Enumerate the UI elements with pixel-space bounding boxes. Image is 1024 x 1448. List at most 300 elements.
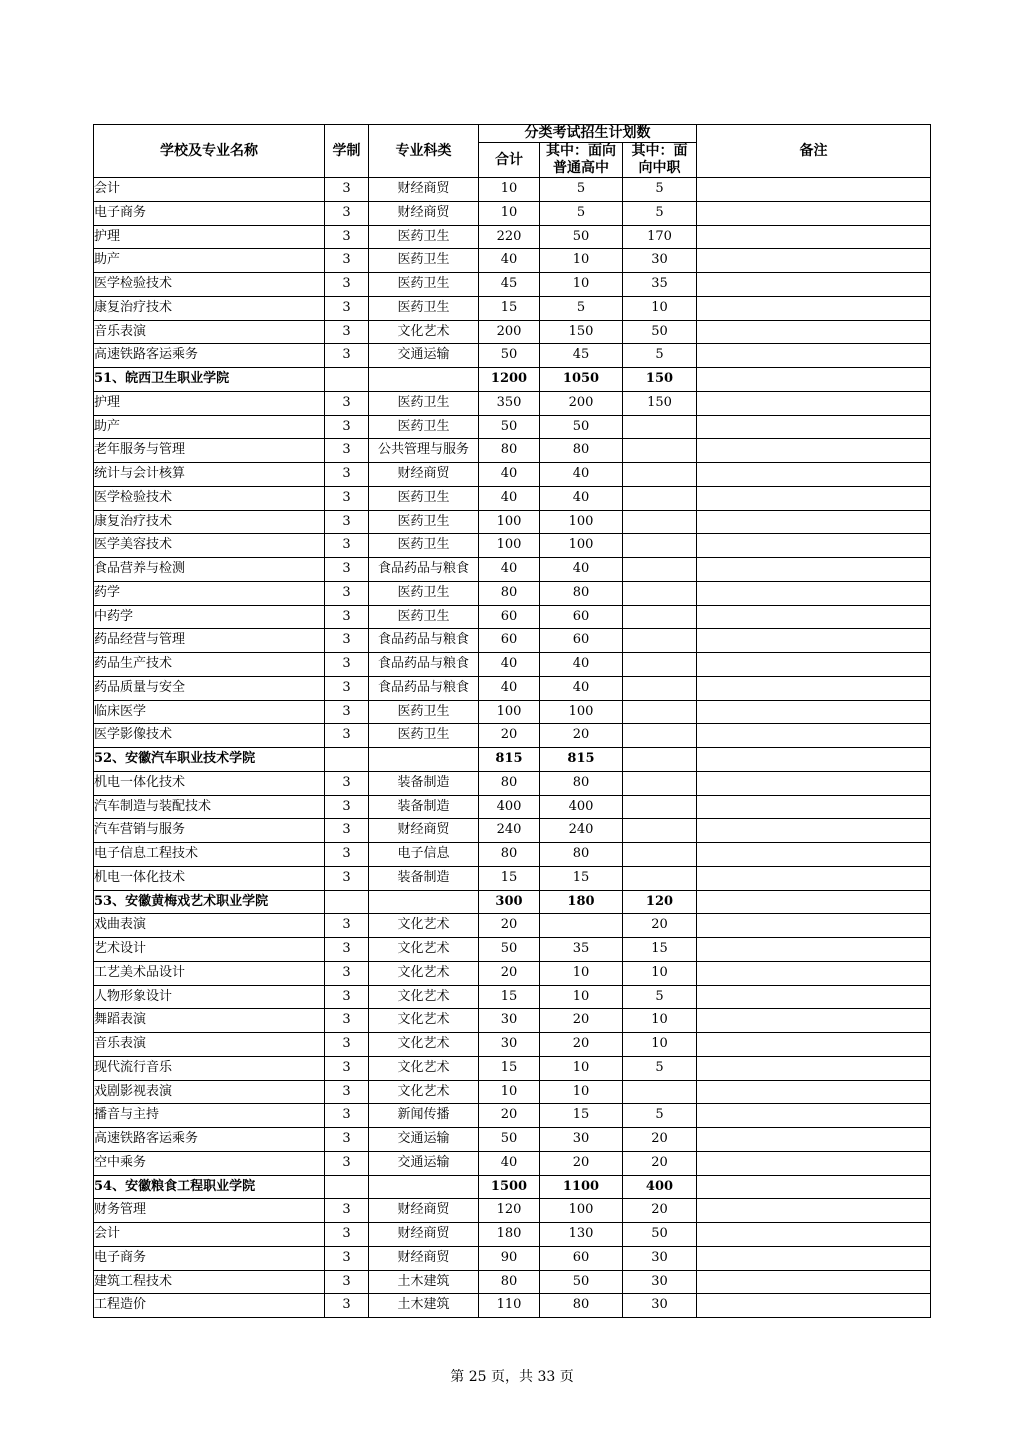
plan-total: 220	[479, 225, 540, 249]
plan-total: 40	[479, 249, 540, 273]
plan-total: 80	[479, 843, 540, 867]
program-name: 空中乘务	[94, 1151, 325, 1175]
program-name: 助产	[94, 415, 325, 439]
plan-general-high: 80	[540, 581, 623, 605]
program-system: 3	[325, 510, 369, 534]
header-category: 专业科类	[369, 125, 479, 178]
plan-vocational: 5	[623, 985, 697, 1009]
school-row	[94, 1175, 931, 1199]
plan-general-high: 400	[540, 795, 623, 819]
program-name: 电子信息工程技术	[94, 843, 325, 867]
plan-vocational	[623, 843, 697, 867]
school-name: 51、皖西卫生职业学院	[94, 368, 325, 392]
table-row	[94, 344, 931, 368]
plan-total: 300	[479, 890, 540, 914]
plan-total: 10	[479, 1080, 540, 1104]
program-name: 戏剧影视表演	[94, 1080, 325, 1104]
remark-cell	[697, 178, 931, 202]
program-name: 工程造价	[94, 1294, 325, 1318]
school-name: 53、安徽黄梅戏艺术职业学院	[94, 890, 325, 914]
plan-vocational: 50	[623, 1223, 697, 1247]
plan-vocational: 20	[623, 1151, 697, 1175]
program-name: 医学检验技术	[94, 273, 325, 297]
table-row	[94, 1080, 931, 1104]
school-name: 54、安徽粮食工程职业学院	[94, 1175, 325, 1199]
plan-general-high: 100	[540, 1199, 623, 1223]
plan-general-high	[540, 914, 623, 938]
program-name: 人物形象设计	[94, 985, 325, 1009]
program-category: 医药卫生	[369, 415, 479, 439]
plan-vocational	[623, 581, 697, 605]
plan-total: 60	[479, 629, 540, 653]
program-name: 播音与主持	[94, 1104, 325, 1128]
plan-vocational	[623, 819, 697, 843]
remark-cell	[697, 890, 931, 914]
table-row	[94, 866, 931, 890]
plan-total: 50	[479, 1128, 540, 1152]
remark-cell	[697, 843, 931, 867]
program-system	[325, 1175, 369, 1199]
remark-cell	[697, 1151, 931, 1175]
plan-vocational	[623, 795, 697, 819]
table-row	[94, 700, 931, 724]
plan-total: 240	[479, 819, 540, 843]
plan-vocational: 5	[623, 201, 697, 225]
program-system: 3	[325, 273, 369, 297]
program-category: 医药卫生	[369, 391, 479, 415]
program-category: 文化艺术	[369, 1080, 479, 1104]
program-name: 现代流行音乐	[94, 1056, 325, 1080]
program-name: 会计	[94, 178, 325, 202]
program-system: 3	[325, 1033, 369, 1057]
program-name: 舞蹈表演	[94, 1009, 325, 1033]
program-name: 汽车制造与装配技术	[94, 795, 325, 819]
program-name: 药品质量与安全	[94, 676, 325, 700]
plan-total: 40	[479, 463, 540, 487]
program-system: 3	[325, 178, 369, 202]
plan-vocational: 20	[623, 1128, 697, 1152]
program-category: 交通运输	[369, 1128, 479, 1152]
table-row	[94, 463, 931, 487]
program-system: 3	[325, 463, 369, 487]
plan-vocational	[623, 724, 697, 748]
program-name: 电子商务	[94, 1246, 325, 1270]
table-row	[94, 1128, 931, 1152]
program-system: 3	[325, 985, 369, 1009]
program-category: 文化艺术	[369, 1009, 479, 1033]
program-name: 戏曲表演	[94, 914, 325, 938]
plan-vocational	[623, 866, 697, 890]
plan-vocational	[623, 629, 697, 653]
remark-cell	[697, 273, 931, 297]
plan-general-high: 240	[540, 819, 623, 843]
plan-total: 15	[479, 985, 540, 1009]
program-system: 3	[325, 486, 369, 510]
plan-vocational: 170	[623, 225, 697, 249]
table-row	[94, 961, 931, 985]
remark-cell	[697, 1033, 931, 1057]
table-row	[94, 724, 931, 748]
plan-general-high: 815	[540, 748, 623, 772]
program-system: 3	[325, 225, 369, 249]
remark-cell	[697, 249, 931, 273]
plan-total: 815	[479, 748, 540, 772]
table-row	[94, 391, 931, 415]
program-name: 老年服务与管理	[94, 439, 325, 463]
remark-cell	[697, 1080, 931, 1104]
plan-total: 40	[479, 486, 540, 510]
program-system: 3	[325, 344, 369, 368]
plan-vocational: 10	[623, 296, 697, 320]
plan-general-high: 180	[540, 890, 623, 914]
program-system: 3	[325, 1056, 369, 1080]
remark-cell	[697, 225, 931, 249]
plan-vocational	[623, 463, 697, 487]
plan-general-high: 30	[540, 1128, 623, 1152]
plan-general-high: 60	[540, 629, 623, 653]
plan-vocational: 20	[623, 914, 697, 938]
plan-total: 10	[479, 201, 540, 225]
program-category: 财经商贸	[369, 463, 479, 487]
program-category: 电子信息	[369, 843, 479, 867]
program-system: 3	[325, 1246, 369, 1270]
page-footer: 第 25 页，共 33 页	[450, 1369, 574, 1385]
program-category: 医药卫生	[369, 605, 479, 629]
plan-total: 80	[479, 771, 540, 795]
program-category: 文化艺术	[369, 1056, 479, 1080]
program-system: 3	[325, 1151, 369, 1175]
program-system: 3	[325, 914, 369, 938]
plan-vocational: 30	[623, 1246, 697, 1270]
program-category: 医药卫生	[369, 486, 479, 510]
plan-general-high: 20	[540, 1009, 623, 1033]
plan-general-high: 10	[540, 985, 623, 1009]
program-name: 康复治疗技术	[94, 296, 325, 320]
plan-general-high: 200	[540, 391, 623, 415]
plan-total: 20	[479, 961, 540, 985]
table-row	[94, 1033, 931, 1057]
table-row	[94, 439, 931, 463]
plan-total: 50	[479, 415, 540, 439]
table-row	[94, 605, 931, 629]
remark-cell	[697, 1246, 931, 1270]
program-system: 3	[325, 534, 369, 558]
program-category: 文化艺术	[369, 985, 479, 1009]
table-row	[94, 178, 931, 202]
plan-general-high: 80	[540, 771, 623, 795]
plan-total: 80	[479, 581, 540, 605]
table-row	[94, 1151, 931, 1175]
plan-general-high: 50	[540, 225, 623, 249]
program-name: 电子商务	[94, 201, 325, 225]
remark-cell	[697, 700, 931, 724]
table-row	[94, 486, 931, 510]
program-name: 高速铁路客运乘务	[94, 344, 325, 368]
program-system: 3	[325, 1080, 369, 1104]
program-system: 3	[325, 819, 369, 843]
plan-vocational: 400	[623, 1175, 697, 1199]
plan-general-high: 10	[540, 1056, 623, 1080]
program-category: 食品药品与粮食	[369, 653, 479, 677]
remark-cell	[697, 605, 931, 629]
program-system: 3	[325, 605, 369, 629]
program-category: 医药卫生	[369, 700, 479, 724]
plan-general-high: 60	[540, 605, 623, 629]
program-category: 医药卫生	[369, 534, 479, 558]
plan-vocational: 120	[623, 890, 697, 914]
plan-total: 40	[479, 1151, 540, 1175]
plan-total: 60	[479, 605, 540, 629]
program-category: 医药卫生	[369, 296, 479, 320]
program-name: 医学美容技术	[94, 534, 325, 558]
program-system: 3	[325, 581, 369, 605]
plan-total: 40	[479, 558, 540, 582]
plan-total: 100	[479, 534, 540, 558]
program-name: 统计与会计核算	[94, 463, 325, 487]
plan-total: 20	[479, 914, 540, 938]
plan-vocational: 30	[623, 249, 697, 273]
table-row	[94, 1056, 931, 1080]
program-name: 药品经营与管理	[94, 629, 325, 653]
program-system: 3	[325, 653, 369, 677]
program-system	[325, 890, 369, 914]
program-category: 土木建筑	[369, 1294, 479, 1318]
plan-total: 30	[479, 1033, 540, 1057]
header-name: 学校及专业名称	[94, 125, 325, 178]
remark-cell	[697, 201, 931, 225]
program-name: 汽车营销与服务	[94, 819, 325, 843]
program-category: 财经商贸	[369, 1223, 479, 1247]
remark-cell	[697, 629, 931, 653]
plan-total: 90	[479, 1246, 540, 1270]
plan-general-high: 100	[540, 510, 623, 534]
school-row	[94, 368, 931, 392]
remark-cell	[697, 296, 931, 320]
program-category: 医药卫生	[369, 510, 479, 534]
plan-vocational	[623, 748, 697, 772]
program-category: 装备制造	[369, 866, 479, 890]
remark-cell	[697, 510, 931, 534]
header-system: 学制	[325, 125, 369, 178]
remark-cell	[697, 368, 931, 392]
plan-general-high: 40	[540, 558, 623, 582]
program-category: 食品药品与粮食	[369, 629, 479, 653]
plan-total: 40	[479, 676, 540, 700]
program-category: 财经商贸	[369, 1246, 479, 1270]
table-row	[94, 676, 931, 700]
plan-total: 15	[479, 1056, 540, 1080]
program-name: 高速铁路客运乘务	[94, 1128, 325, 1152]
program-name: 药学	[94, 581, 325, 605]
program-name: 医学影像技术	[94, 724, 325, 748]
remark-cell	[697, 1199, 931, 1223]
program-system: 3	[325, 961, 369, 985]
table-row	[94, 843, 931, 867]
plan-vocational	[623, 700, 697, 724]
program-name: 财务管理	[94, 1199, 325, 1223]
program-system: 3	[325, 320, 369, 344]
program-category: 文化艺术	[369, 1033, 479, 1057]
plan-vocational	[623, 558, 697, 582]
plan-total: 110	[479, 1294, 540, 1318]
plan-total: 200	[479, 320, 540, 344]
table-row	[94, 985, 931, 1009]
program-system: 3	[325, 724, 369, 748]
table-row	[94, 819, 931, 843]
plan-general-high: 40	[540, 653, 623, 677]
program-system: 3	[325, 439, 369, 463]
program-category: 医药卫生	[369, 249, 479, 273]
plan-vocational: 10	[623, 961, 697, 985]
plan-general-high: 15	[540, 1104, 623, 1128]
plan-general-high: 1050	[540, 368, 623, 392]
table-row	[94, 1246, 931, 1270]
program-name: 机电一体化技术	[94, 866, 325, 890]
plan-vocational: 50	[623, 320, 697, 344]
program-category: 医药卫生	[369, 581, 479, 605]
plan-total: 15	[479, 296, 540, 320]
plan-vocational	[623, 486, 697, 510]
program-name: 艺术设计	[94, 938, 325, 962]
plan-general-high: 100	[540, 534, 623, 558]
plan-general-high: 50	[540, 415, 623, 439]
plan-vocational	[623, 439, 697, 463]
header-plan-group: 分类考试招生计划数	[479, 125, 697, 143]
plan-general-high: 5	[540, 178, 623, 202]
program-system: 3	[325, 843, 369, 867]
plan-total: 30	[479, 1009, 540, 1033]
program-system: 3	[325, 676, 369, 700]
plan-general-high: 40	[540, 676, 623, 700]
program-name: 中药学	[94, 605, 325, 629]
plan-total: 80	[479, 1270, 540, 1294]
remark-cell	[697, 463, 931, 487]
program-name: 药品生产技术	[94, 653, 325, 677]
table-row	[94, 914, 931, 938]
plan-general-high: 40	[540, 486, 623, 510]
program-category: 交通运输	[369, 1151, 479, 1175]
program-system: 3	[325, 1009, 369, 1033]
program-name: 护理	[94, 391, 325, 415]
plan-general-high: 1100	[540, 1175, 623, 1199]
program-system	[325, 368, 369, 392]
remark-cell	[697, 795, 931, 819]
remark-cell	[697, 748, 931, 772]
plan-general-high: 10	[540, 273, 623, 297]
remark-cell	[697, 914, 931, 938]
table-body	[94, 178, 931, 1318]
plan-general-high: 15	[540, 866, 623, 890]
plan-general-high: 80	[540, 1294, 623, 1318]
plan-general-high: 50	[540, 1270, 623, 1294]
plan-general-high: 10	[540, 249, 623, 273]
program-category: 食品药品与粮食	[369, 558, 479, 582]
remark-cell	[697, 819, 931, 843]
table-row	[94, 1294, 931, 1318]
remark-cell	[697, 1104, 931, 1128]
remark-cell	[697, 676, 931, 700]
plan-vocational: 5	[623, 1104, 697, 1128]
program-name: 工艺美术品设计	[94, 961, 325, 985]
program-name: 音乐表演	[94, 1033, 325, 1057]
program-category: 文化艺术	[369, 961, 479, 985]
table-row	[94, 1199, 931, 1223]
program-system: 3	[325, 700, 369, 724]
program-system: 3	[325, 938, 369, 962]
plan-total: 120	[479, 1199, 540, 1223]
plan-vocational: 30	[623, 1270, 697, 1294]
remark-cell	[697, 1056, 931, 1080]
header-vocational: 其中：面向中职	[623, 143, 697, 178]
remark-cell	[697, 1128, 931, 1152]
plan-general-high: 150	[540, 320, 623, 344]
school-name: 52、安徽汽车职业技术学院	[94, 748, 325, 772]
plan-general-high: 20	[540, 724, 623, 748]
program-category	[369, 1175, 479, 1199]
table-row	[94, 534, 931, 558]
plan-vocational	[623, 676, 697, 700]
plan-general-high: 20	[540, 1151, 623, 1175]
table-row	[94, 938, 931, 962]
table-header	[94, 125, 931, 178]
remark-cell	[697, 1009, 931, 1033]
plan-vocational	[623, 653, 697, 677]
plan-total: 45	[479, 273, 540, 297]
program-category: 文化艺术	[369, 914, 479, 938]
program-category: 医药卫生	[369, 273, 479, 297]
table-row	[94, 225, 931, 249]
program-system: 3	[325, 1223, 369, 1247]
remark-cell	[697, 439, 931, 463]
plan-total: 20	[479, 724, 540, 748]
program-name: 会计	[94, 1223, 325, 1247]
remark-cell	[697, 486, 931, 510]
table-row	[94, 1104, 931, 1128]
remark-cell	[697, 771, 931, 795]
table-row	[94, 795, 931, 819]
remark-cell	[697, 938, 931, 962]
program-system: 3	[325, 201, 369, 225]
program-category: 装备制造	[369, 795, 479, 819]
table-row	[94, 558, 931, 582]
program-category: 装备制造	[369, 771, 479, 795]
plan-vocational: 10	[623, 1033, 697, 1057]
plan-total: 350	[479, 391, 540, 415]
plan-general-high: 20	[540, 1033, 623, 1057]
plan-vocational	[623, 1080, 697, 1104]
plan-general-high: 80	[540, 843, 623, 867]
plan-vocational: 5	[623, 344, 697, 368]
plan-general-high: 60	[540, 1246, 623, 1270]
remark-cell	[697, 866, 931, 890]
plan-total: 15	[479, 866, 540, 890]
program-system: 3	[325, 795, 369, 819]
table-row	[94, 581, 931, 605]
program-system: 3	[325, 415, 369, 439]
plan-vocational	[623, 771, 697, 795]
plan-vocational: 35	[623, 273, 697, 297]
table-row	[94, 1223, 931, 1247]
program-category: 财经商贸	[369, 178, 479, 202]
remark-cell	[697, 1223, 931, 1247]
program-system: 3	[325, 1128, 369, 1152]
remark-cell	[697, 1175, 931, 1199]
plan-total: 180	[479, 1223, 540, 1247]
plan-total: 1500	[479, 1175, 540, 1199]
program-category: 公共管理与服务	[369, 439, 479, 463]
plan-general-high: 100	[540, 700, 623, 724]
plan-total: 1200	[479, 368, 540, 392]
